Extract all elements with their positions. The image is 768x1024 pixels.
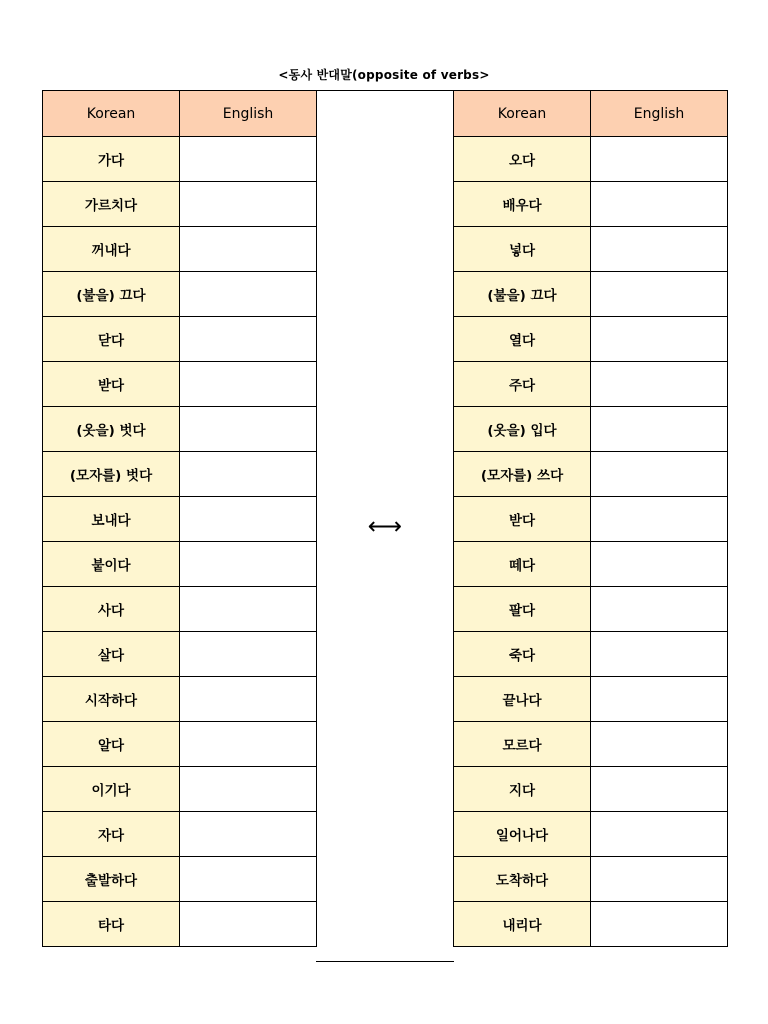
header-row: [454, 91, 728, 137]
table-row: [454, 407, 728, 452]
table-row: [43, 362, 317, 407]
english-answer-cell[interactable]: [180, 272, 317, 317]
table-row: [43, 857, 317, 902]
english-answer-cell[interactable]: [591, 497, 728, 542]
korean-word-cell: 살다: [43, 632, 180, 677]
korean-word-cell: 내리다: [454, 902, 591, 947]
table-row: [43, 317, 317, 362]
table-row: [43, 677, 317, 722]
english-answer-cell[interactable]: [180, 227, 317, 272]
korean-word-cell: 넣다: [454, 227, 591, 272]
korean-word-cell: 보내다: [43, 497, 180, 542]
english-answer-cell[interactable]: [591, 317, 728, 362]
left-vocab-table: [42, 90, 317, 947]
english-answer-cell[interactable]: [180, 722, 317, 767]
table-row: [454, 722, 728, 767]
english-answer-cell[interactable]: [591, 767, 728, 812]
table-row: [454, 272, 728, 317]
korean-word-cell: 꺼내다: [43, 227, 180, 272]
english-answer-cell[interactable]: [180, 677, 317, 722]
table-row: [43, 722, 317, 767]
korean-word-cell: 출발하다: [43, 857, 180, 902]
korean-word-cell: 받다: [43, 362, 180, 407]
korean-word-cell: 떼다: [454, 542, 591, 587]
english-answer-cell[interactable]: [180, 902, 317, 947]
table-row: [454, 857, 728, 902]
english-answer-cell[interactable]: [591, 587, 728, 632]
table-row: [43, 182, 317, 227]
korean-word-cell: 닫다: [43, 317, 180, 362]
korean-word-cell: 자다: [43, 812, 180, 857]
table-row: [454, 677, 728, 722]
table-row: [454, 317, 728, 362]
table-row: [43, 812, 317, 857]
english-answer-cell[interactable]: [180, 812, 317, 857]
table-row: [454, 587, 728, 632]
korean-word-cell: 받다: [454, 497, 591, 542]
table-row: [454, 452, 728, 497]
english-answer-cell[interactable]: [180, 407, 317, 452]
english-column-header: English: [591, 91, 728, 137]
english-answer-cell[interactable]: [180, 587, 317, 632]
english-answer-cell[interactable]: [591, 542, 728, 587]
left-right-arrow-icon: ⟷: [367, 512, 403, 540]
english-answer-cell[interactable]: [180, 137, 317, 182]
korean-word-cell: (모자를) 쓰다: [454, 452, 591, 497]
table-row: [43, 137, 317, 182]
korean-word-cell: 시작하다: [43, 677, 180, 722]
korean-word-cell: 지다: [454, 767, 591, 812]
english-answer-cell[interactable]: [180, 317, 317, 362]
korean-word-cell: 알다: [43, 722, 180, 767]
english-answer-cell[interactable]: [180, 362, 317, 407]
korean-word-cell: 배우다: [454, 182, 591, 227]
table-row: [454, 137, 728, 182]
table-row: [454, 497, 728, 542]
english-answer-cell[interactable]: [591, 182, 728, 227]
header-row: [43, 91, 317, 137]
table-row: [43, 272, 317, 317]
table-row: [43, 227, 317, 272]
english-answer-cell[interactable]: [180, 452, 317, 497]
korean-column-header: Korean: [454, 91, 591, 137]
korean-word-cell: 죽다: [454, 632, 591, 677]
english-answer-cell[interactable]: [180, 857, 317, 902]
korean-word-cell: (불을) 끄다: [43, 272, 180, 317]
english-answer-cell[interactable]: [180, 632, 317, 677]
english-answer-cell[interactable]: [591, 722, 728, 767]
english-answer-cell[interactable]: [591, 677, 728, 722]
table-row: [43, 452, 317, 497]
korean-word-cell: (옷을) 벗다: [43, 407, 180, 452]
english-answer-cell[interactable]: [591, 137, 728, 182]
korean-word-cell: (모자를) 벗다: [43, 452, 180, 497]
english-answer-cell[interactable]: [180, 542, 317, 587]
english-column-header: English: [180, 91, 317, 137]
page-title: <동사 반대말(opposite of verbs>: [278, 68, 490, 82]
english-answer-cell[interactable]: [591, 812, 728, 857]
table-row: [43, 767, 317, 812]
english-answer-cell[interactable]: [591, 452, 728, 497]
table-row: [454, 632, 728, 677]
english-answer-cell[interactable]: [180, 497, 317, 542]
english-answer-cell[interactable]: [180, 182, 317, 227]
korean-word-cell: 끝나다: [454, 677, 591, 722]
table-row: [454, 227, 728, 272]
english-answer-cell[interactable]: [180, 767, 317, 812]
right-vocab-table: [453, 90, 728, 947]
korean-word-cell: 오다: [454, 137, 591, 182]
table-row: [43, 587, 317, 632]
korean-word-cell: 타다: [43, 902, 180, 947]
table-row: [43, 542, 317, 587]
korean-word-cell: 도착하다: [454, 857, 591, 902]
table-row: [43, 632, 317, 677]
english-answer-cell[interactable]: [591, 857, 728, 902]
english-answer-cell[interactable]: [591, 227, 728, 272]
table-row: [43, 497, 317, 542]
korean-word-cell: 이기다: [43, 767, 180, 812]
english-answer-cell[interactable]: [591, 362, 728, 407]
english-answer-cell[interactable]: [591, 632, 728, 677]
table-row: [454, 812, 728, 857]
korean-word-cell: 붙이다: [43, 542, 180, 587]
table-row: [454, 182, 728, 227]
table-row: [454, 542, 728, 587]
english-answer-cell[interactable]: [591, 902, 728, 947]
korean-word-cell: (옷을) 입다: [454, 407, 591, 452]
english-answer-cell[interactable]: [591, 272, 728, 317]
english-answer-cell[interactable]: [591, 407, 728, 452]
korean-word-cell: 가르치다: [43, 182, 180, 227]
korean-word-cell: 사다: [43, 587, 180, 632]
table-row: [454, 902, 728, 947]
table-row: [454, 362, 728, 407]
table-row: [43, 902, 317, 947]
korean-word-cell: 열다: [454, 317, 591, 362]
korean-word-cell: 팔다: [454, 587, 591, 632]
korean-word-cell: 주다: [454, 362, 591, 407]
korean-column-header: Korean: [43, 91, 180, 137]
table-row: [43, 407, 317, 452]
korean-word-cell: 가다: [43, 137, 180, 182]
korean-word-cell: 모르다: [454, 722, 591, 767]
korean-word-cell: 일어나다: [454, 812, 591, 857]
table-row: [454, 767, 728, 812]
korean-word-cell: (불을) 끄다: [454, 272, 591, 317]
